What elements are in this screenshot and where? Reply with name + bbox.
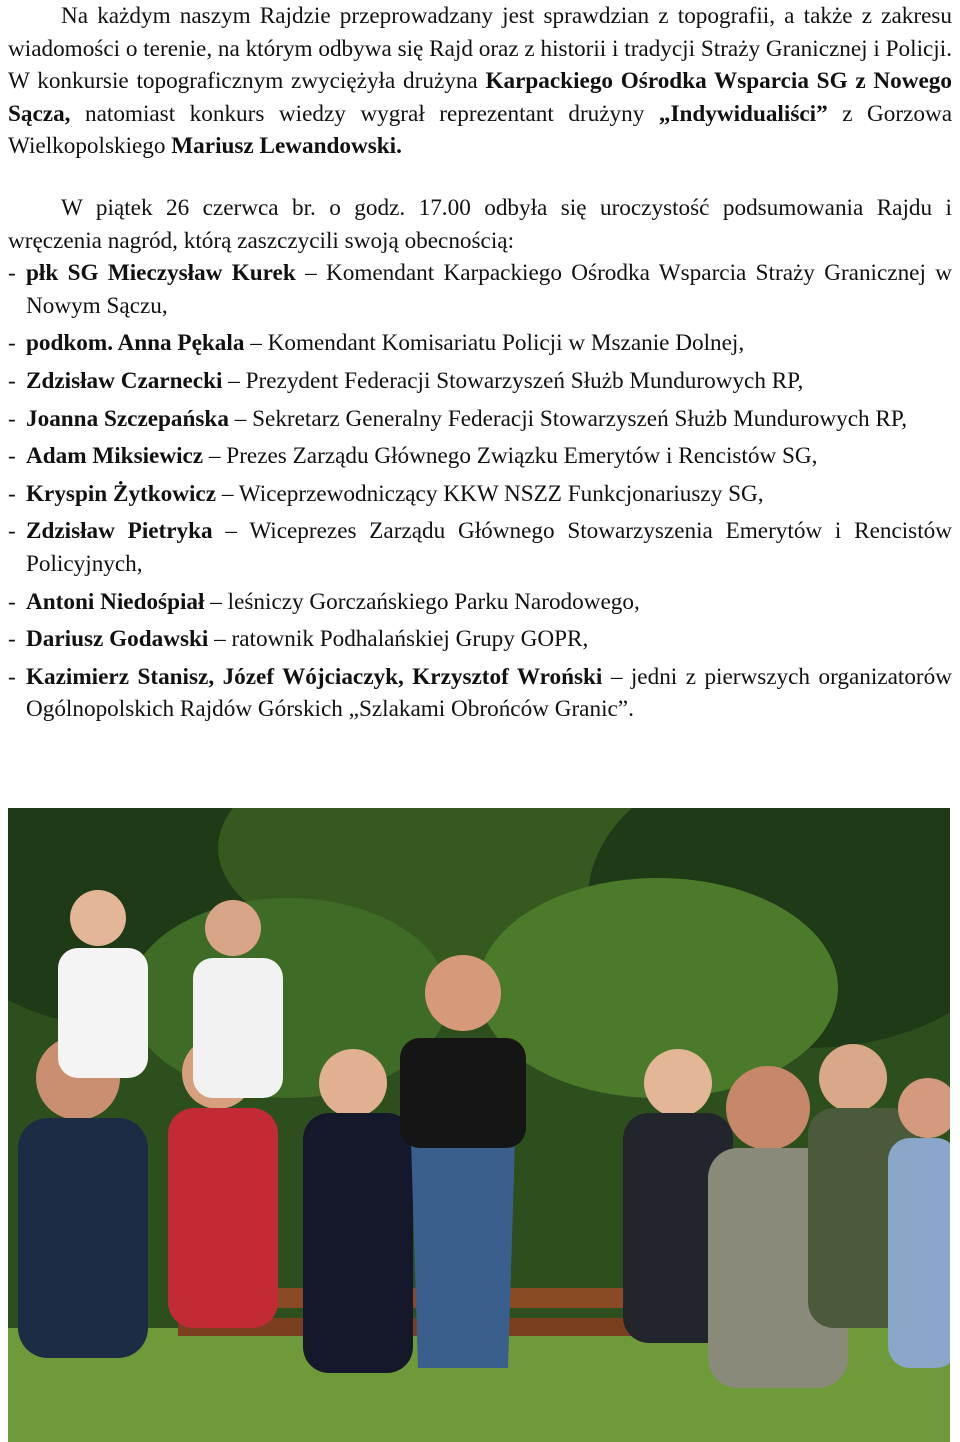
bold-team-name: „Indywidualiści” bbox=[658, 100, 828, 127]
text-run: z Gorzowa Wielkopolskiego bbox=[8, 100, 952, 160]
article-text bbox=[8, 0, 952, 731]
guest-role: – Prezydent Federacji Stowarzyszeń Służb Mundurowych RP, bbox=[222, 367, 804, 394]
guest-item bbox=[8, 403, 952, 436]
guest-name: Joanna Szczepańska bbox=[26, 405, 229, 432]
guest-name: płk SG Mieczysław Kurek bbox=[26, 260, 296, 287]
guest-name: Antoni Niedośpiał bbox=[26, 588, 205, 615]
guest-name: Zdzisław Pietryka bbox=[26, 518, 213, 545]
guest-role: – jedni z pierwszych organizatorów Ogólnopolskich Rajdów Górskich „Szlakami Obrońców Granic”. bbox=[26, 663, 952, 723]
guest-role: – Wiceprzewodniczący KKW NSZZ Funkcjonariuszy SG, bbox=[216, 480, 764, 507]
guest-item bbox=[8, 365, 952, 398]
guest-role: – Wiceprezes Zarządu Głównego Stowarzyszenia Emerytów i Rencistów Policyjnych, bbox=[26, 518, 952, 577]
paragraph-competition bbox=[8, 0, 952, 163]
guest-name: Kryspin Żytkowicz bbox=[26, 480, 217, 507]
list-dash: - bbox=[8, 588, 16, 615]
guest-role: – Komendant Karpackiego Ośrodka Wsparcia Straży Granicznej w Nowym Sączu, bbox=[26, 260, 952, 319]
list-dash: - bbox=[8, 480, 16, 507]
guest-name: Kazimierz Stanisz, Józef Wójciaczyk, Krzysztof Wroński bbox=[26, 663, 603, 690]
guest-name: Zdzisław Czarnecki bbox=[26, 367, 223, 394]
paragraph-ceremony: W piątek 26 czerwca br. o godz. 17.00 odbyła się uroczystość podsumowania Rajdu i wręczenia nagród, którą zaszczycili swoją obecnością: bbox=[8, 194, 952, 254]
guest-item bbox=[8, 515, 952, 580]
event-photo bbox=[8, 808, 950, 1442]
guest-name: podkom. Anna Pękala bbox=[26, 330, 245, 357]
list-dash: - bbox=[8, 443, 16, 470]
guest-role: – ratownik Podhalańskiej Grupy GOPR, bbox=[208, 626, 589, 653]
bold-team-winner: Karpackiego Ośrodka Wsparcia SG z Nowego Sącza, bbox=[8, 68, 952, 127]
guest-name: Adam Miksiewicz bbox=[26, 443, 204, 470]
guest-item bbox=[8, 586, 952, 619]
text-run: Na każdym naszym Rajdzie przeprowadzany jest sprawdzian z topografii, a także z zakresu wiadomości o terenie, na którym odbywa się Rajd oraz z historii i tradycji Straży Granicznej i Policji. W konkursie topograficznym zwyciężyła drużyna bbox=[8, 3, 952, 95]
guest-role: – Prezes Zarządu Głównego Związku Emerytów i Rencistów SG, bbox=[203, 443, 818, 470]
guest-name: Dariusz Godawski bbox=[26, 626, 209, 653]
guest-item bbox=[8, 440, 952, 473]
guest-role: – Komendant Komisariatu Policji w Mszanie Dolnej, bbox=[244, 330, 745, 357]
list-dash: - bbox=[8, 367, 16, 394]
guest-item bbox=[8, 623, 952, 656]
text-run: natomiast konkurs wiedzy wygrał reprezentant drużyny bbox=[70, 100, 659, 127]
list-dash: - bbox=[8, 330, 16, 357]
guest-role: – leśniczy Gorczańskiego Parku Narodowego, bbox=[204, 588, 640, 615]
guest-item bbox=[8, 661, 952, 726]
bold-winner-name: Mariusz Lewandowski. bbox=[171, 133, 402, 160]
guest-list bbox=[8, 257, 952, 726]
list-dash: - bbox=[8, 518, 16, 545]
guest-role: – Sekretarz Generalny Federacji Stowarzyszeń Służb Mundurowych RP, bbox=[228, 405, 907, 432]
list-dash: - bbox=[8, 626, 16, 653]
photo-illustration bbox=[8, 808, 950, 1442]
guest-item bbox=[8, 478, 952, 511]
guest-item bbox=[8, 327, 952, 360]
list-dash: - bbox=[8, 663, 16, 690]
guest-item bbox=[8, 257, 952, 322]
list-dash: - bbox=[8, 260, 16, 287]
list-dash: - bbox=[8, 405, 16, 432]
